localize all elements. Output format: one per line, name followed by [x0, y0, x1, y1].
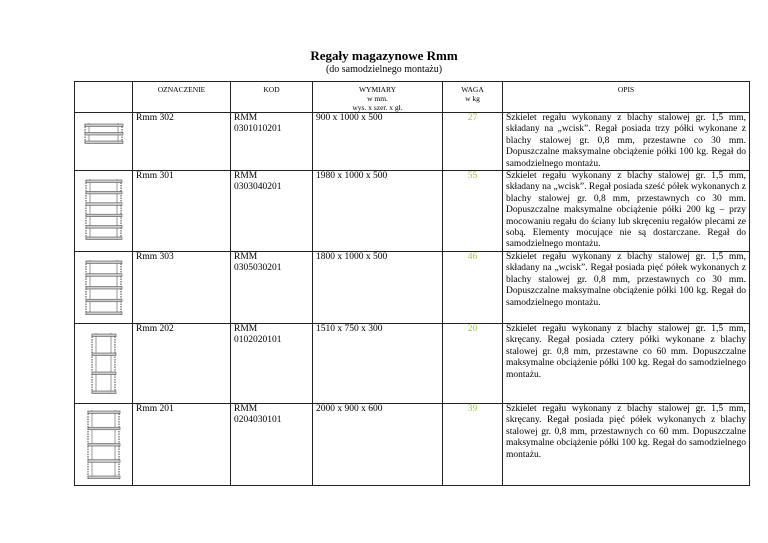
product-weight: 20: [443, 323, 503, 403]
header-opis: OPIS: [503, 82, 750, 113]
product-image-cell: [75, 171, 133, 252]
product-code: [231, 251, 313, 323]
product-code-number: 0303040201: [234, 182, 282, 193]
product-code-number: 0305030201: [234, 263, 282, 274]
product-dimensions: 1510 x 750 x 300: [313, 323, 443, 403]
product-code-number: 0301010201: [234, 124, 282, 135]
shelving-rack-icon: [85, 260, 123, 316]
product-weight: 39: [443, 403, 503, 485]
header-wymiary-line2: w mm.: [367, 94, 388, 103]
header-wymiary-line1: WYMIARY: [358, 85, 397, 94]
product-name: Rmm 302: [133, 113, 231, 171]
product-description: Szkielet regału wykonany z blachy stalowej gr. 1,5 mm, skręcany. Regał posiada pięć półek wykonanych z blachy stalowej gr. 0,8 mm, przestawnych co 60 mm. Dopuszczalne maksymalne obciążenie półki 100 kg. Regał do samodzielnego montażu.: [503, 403, 750, 485]
table-row: [75, 323, 750, 403]
product-image-cell: [75, 113, 133, 171]
header-waga-line2: w kg: [465, 94, 480, 103]
table-row: [75, 113, 750, 171]
product-code: [231, 171, 313, 252]
product-code-prefix: RMM: [234, 251, 258, 262]
product-image-cell: [75, 403, 133, 485]
product-weight: 55: [443, 171, 503, 252]
product-code: [231, 403, 313, 485]
product-name: Rmm 201: [133, 403, 231, 485]
product-code: [231, 323, 313, 403]
product-description: Szkielet regału wykonany z blachy stalowej gr. 1,5 mm, składany na „wcisk”. Regał posiada trzy półki wykonane z blachy stalowej gr. 0,8 mm, przestawne co 30 mm. Dopuszczalne maksymalne obciążenie półki 100 kg. Regał do samodzielnego montażu.: [503, 113, 750, 171]
product-name: Rmm 202: [133, 323, 231, 403]
header-oznaczenie: OZNACZENIE: [133, 82, 231, 113]
product-dimensions: 2000 x 900 x 600: [313, 403, 443, 485]
product-dimensions: 1980 x 1000 x 500: [313, 171, 443, 252]
product-image-cell: [75, 251, 133, 323]
product-name: Rmm 301: [133, 171, 231, 252]
product-code: [231, 113, 313, 171]
product-description: Szkielet regału wykonany z blachy stalowej gr. 1,5 mm, skręcany. Regał posiada cztery półki wykonane z blachy stalowej gr. 0,8 mm, przestawne co 60 mm. Dopuszczalne maksymalne obciążenie półki 100 kg. Regał do samodzielnego montażu.: [503, 323, 750, 403]
product-code-number: 0102020101: [234, 335, 282, 346]
product-code-number: 0204030101: [234, 415, 282, 426]
product-description: Szkielet regału wykonany z blachy stalowej gr. 1,5 mm, składany na „wcisk”. Regał posiada pięć półek wykonanych z blachy stalowej gr. 0,8 mm, przestawnych co 30 mm. Dopuszczalne maksymalne obciążenie półki 100 kg. Regał do samodzielnego montażu.: [503, 251, 750, 323]
product-name: Rmm 303: [133, 251, 231, 323]
product-code-prefix: RMM: [234, 323, 258, 334]
table-row: [75, 251, 750, 323]
page-subtitle: (do samodzielnego montażu): [325, 64, 443, 75]
header-kod: KOD: [231, 82, 313, 113]
table-header-row: [75, 82, 750, 113]
product-description: Szkielet regału wykonany z blachy stalowej gr. 1,5 mm, składany na „wcisk”. Regał posiada sześć półek wykonanych z blachy stalowej gr. 0,8 mm, przestawnych co 30 mm. Dopuszczalne maksymalne obciążenie półki 200 kg – przy mocowaniu regału do ściany lub skręceniu regałów plecami ze sobą. Elementy mocujące nie są dostarczane. Regał do samodzielnego montażu.: [503, 171, 750, 252]
header-waga: [443, 82, 503, 113]
product-code-prefix: RMM: [234, 403, 258, 414]
product-code-prefix: RMM: [234, 171, 258, 182]
shelving-rack-icon: [84, 123, 124, 145]
table-row: [75, 171, 750, 252]
shelving-rack-icon: [87, 410, 121, 480]
header-image: [75, 82, 133, 113]
header-wymiary-line3: wys. x szer. x gł.: [352, 103, 403, 112]
product-weight: 27: [443, 113, 503, 171]
table-row: [75, 403, 750, 485]
header-wymiary: [313, 82, 443, 113]
product-dimensions: 1800 x 1000 x 500: [313, 251, 443, 323]
product-code-prefix: RMM: [234, 113, 258, 123]
product-image-cell: [75, 323, 133, 403]
header-waga-line1: WAGA: [461, 85, 484, 94]
page-title: Regały magazynowe Rmm: [310, 48, 458, 63]
product-weight: 46: [443, 251, 503, 323]
shelving-rack-icon: [91, 333, 117, 395]
product-table: [74, 81, 750, 486]
product-dimensions: 900 x 1000 x 500: [313, 113, 443, 171]
shelving-rack-icon: [85, 179, 123, 241]
